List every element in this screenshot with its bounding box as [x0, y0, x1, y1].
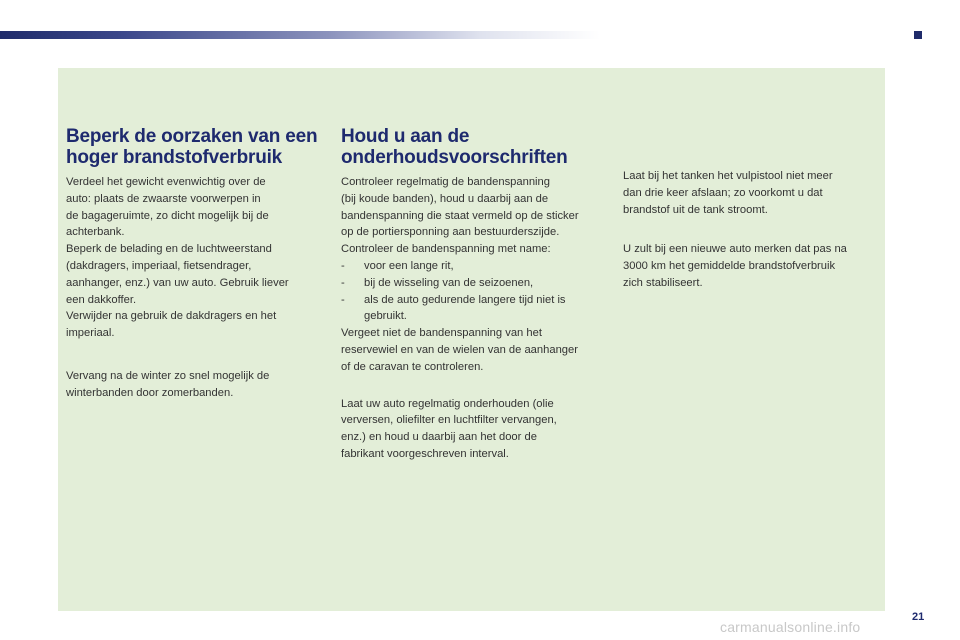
- line: achterbank.: [66, 226, 125, 239]
- paragraph-weight: [66, 174, 328, 241]
- line: verversen, oliefilter en luchtfilter vervangen,: [341, 414, 557, 427]
- line: Vergeet niet de bandenspanning van het: [341, 327, 542, 340]
- line: Laat bij het tanken het vulpistool niet meer: [623, 170, 833, 182]
- paragraph-service: [341, 396, 607, 463]
- line: winterbanden door zomerbanden.: [66, 386, 234, 399]
- line: dan drie keer afslaan; zo voorkomt u dat: [623, 186, 823, 199]
- line: enz.) en houd u daarbij aan het door de: [341, 431, 537, 444]
- line: Beperk de belading en de luchtweerstand: [66, 243, 272, 256]
- line: aanhanger, enz.) van uw auto. Gebruik liever: [66, 276, 289, 289]
- paragraph-tyre-pressure: [341, 174, 607, 241]
- line: reservewiel en van de wielen van de aanhanger: [341, 343, 578, 356]
- column-right: [623, 168, 878, 292]
- line: U zult bij een nieuwe auto merken dat pas na: [623, 243, 847, 256]
- list-item: - als de auto gedurende langere tijd niet is gebruikt.: [341, 292, 584, 326]
- line: bandenspanning die staat vermeld op de sticker: [341, 209, 579, 222]
- page-number: 21: [912, 611, 925, 623]
- line: zich stabiliseert.: [623, 276, 703, 289]
- paragraph-roof-bars: [66, 308, 328, 342]
- line: de bagageruimte, zo dicht mogelijk bij de: [66, 209, 269, 222]
- watermark: carmanualsonline.info: [720, 619, 861, 635]
- line: imperiaal.: [66, 327, 115, 340]
- line: of de caravan te controleren.: [341, 360, 484, 373]
- corner-marker: [914, 31, 922, 39]
- line: op de portiersponning aan bestuurderszijde.: [341, 226, 560, 239]
- line: Verwijder na gebruik de dakdragers en het: [66, 310, 277, 323]
- line: fabrikant voorgeschreven interval.: [341, 447, 509, 460]
- column-left: [66, 126, 328, 402]
- column-middle: [341, 126, 607, 463]
- list-item: - bij de wisseling van de seizoenen,: [341, 275, 607, 292]
- paragraph-spare-wheel: [341, 325, 607, 375]
- line: auto: plaats de zwaarste voorwerpen in: [66, 192, 261, 205]
- line: brandstof uit de tank stroomt.: [623, 203, 768, 216]
- line: 3000 km het gemiddelde brandstofverbruik: [623, 260, 836, 273]
- line: Laat uw auto regelmatig onderhouden (olie: [341, 397, 554, 410]
- line: (dakdragers, imperiaal, fietsendrager,: [66, 259, 252, 272]
- heading-fuel-consumption: Beperk de oorzaken van een hoger brandstofverbruik: [66, 126, 318, 168]
- paragraph-new-car: [623, 241, 878, 291]
- paragraph-winter-tyres: [66, 368, 328, 402]
- line: Controleer regelmatig de bandenspanning: [341, 176, 550, 188]
- line: (bij koude banden), houd u daarbij aan de: [341, 192, 549, 205]
- line: een dakkoffer.: [66, 293, 137, 306]
- paragraph-load: [66, 241, 328, 308]
- check-list: [341, 258, 607, 325]
- paragraph-check-intro: Controleer de bandenspanning met name:: [341, 243, 551, 256]
- heading-maintenance: Houd u aan de onderhoudsvoorschriften: [341, 126, 568, 168]
- line: Vervang na de winter zo snel mogelijk de: [66, 369, 270, 382]
- line: Verdeel het gewicht evenwichtig over de: [66, 176, 266, 188]
- list-item: - voor een lange rit,: [341, 258, 607, 275]
- paragraph-refuelling: [623, 168, 878, 218]
- header-gradient-bar: [0, 31, 600, 39]
